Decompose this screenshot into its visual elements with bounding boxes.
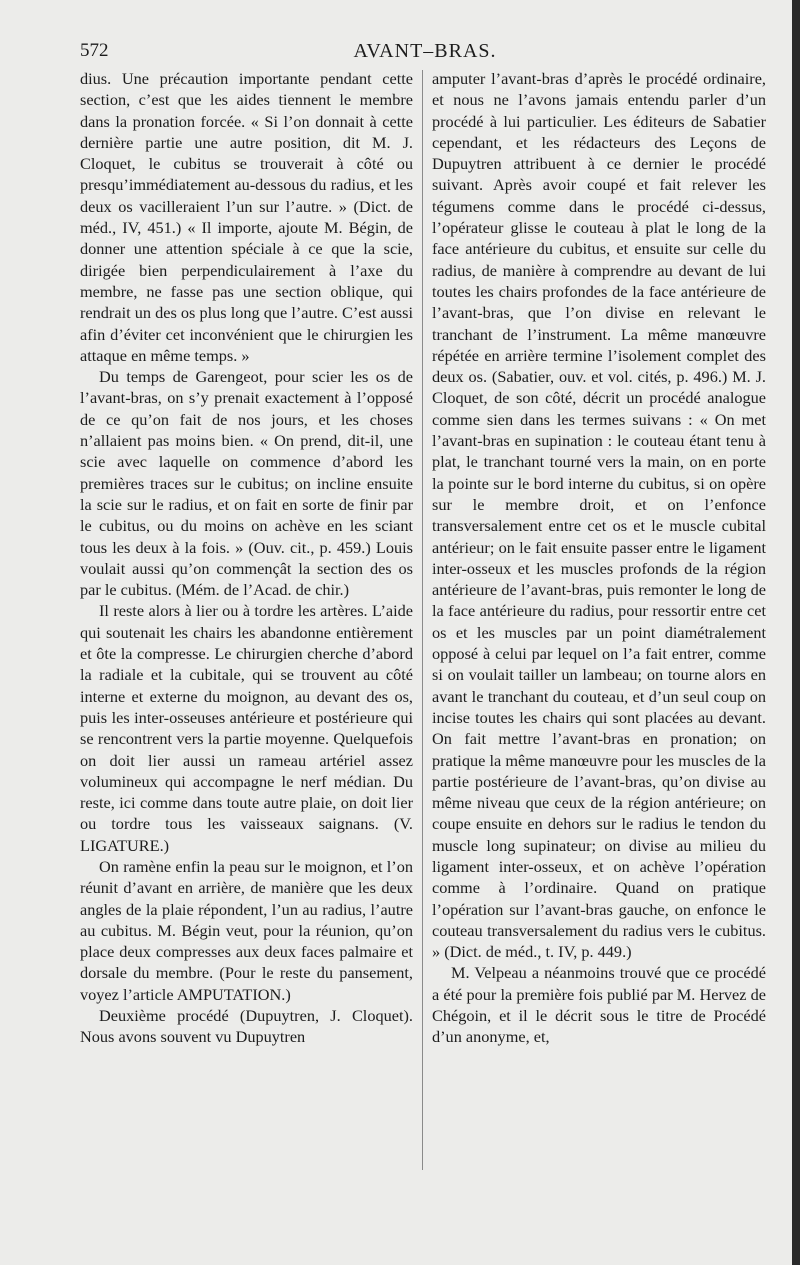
paragraph: Il reste alors à lier ou à tordre les artères. L’aide qui soutenait les chairs les abandonne entièrement et ôte la compresse. Le chirurgien cherche d’abord la radiale et la cubitale, qui se trouvent au côté interne et externe du moignon, au devant des os, puis les inter-osseuses antérieure et postérieure qui se rencontrent vers la partie moyenne. Quelquefois on doit lier aussi un rameau artériel assez volumineux qui accompagne le nerf médian. Du reste, ici comme dans toute autre plaie, on doit lier ou tordre tous les vaisseaux saignans. (V. LIGATURE.) xyxy=(80,601,413,855)
paragraph: Deuxième procédé (Dupuytren, J. Cloquet). Nous avons souvent vu Dupuytren xyxy=(80,1006,413,1047)
running-head: AVANT–BRAS. xyxy=(353,40,497,62)
page-edge xyxy=(792,0,800,1265)
page-header xyxy=(80,40,770,70)
column-divider xyxy=(422,70,423,1170)
paragraph: On ramène enfin la peau sur le moignon, et l’on réunit d’avant en arrière, de manière que les deux angles de la plaie répondent, l’un au radius, l’autre au cubitus. M. Bégin veut, pour la réunion, qu’on place deux compresses aux deux faces palmaire et dorsale du membre. (Pour le reste du pansement, voyez l’article AMPUTATION.) xyxy=(80,856,413,1004)
paragraph: dius. Une précaution importante pendant cette section, c’est que les aides tiennent le membre dans la pronation forcée. « Si l’on donnait à cette dernière partie une autre position, dit M. J. Cloquet, le cubitus se trouverait à côté ou presqu’immédiatement au-dessous du radius, et les deux os vacilleraient l’un sur l’autre. » (Dict. de méd., IV, 451.) « Il importe, ajoute M. Bégin, de donner une attention spéciale à ce que la scie, dirigée bien perpendiculairement à l’axe du membre, ne fasse pas une section oblique, qui rendrait un des os plus long que l’autre. C’est aussi afin d’éviter cet inconvénient que le chirurgien les attaque en même temps. » xyxy=(80,69,413,365)
right-column xyxy=(432,68,766,1048)
page-number: 572 xyxy=(80,40,109,61)
paragraph: amputer l’avant-bras d’après le procédé ordinaire, et nous ne l’avons jamais entendu parler d’un procédé à lui particulier. Les éditeurs de Sabatier cependant, et les rédacteurs des Leçons de Dupuytren attribuent à ce dernier le procédé suivant. Après avoir coupé et fait relever les tégumens comme dans le procédé ci-dessus, l’opérateur glisse le couteau à plat le long de la face antérieure du cubitus, et ensuite sur celle du radius, de manière à comprendre au devant de lui toutes les chairs profondes de la face antérieure de l’avant-bras, que l’on divise en relevant le tranchant de l’instrument. La même manœuvre répétée en arrière termine l’isolement complet des deux os. (Sabatier, ouv. et vol. cités, p. 496.) M. J. Cloquet, de son côté, décrit un procédé analogue comme sien dans les termes suivans : « On met l’avant-bras en supination : le couteau étant tenu à plat, le tranchant tourné vers la main, on en porte la pointe sur le bord interne du cubitus, si on opère sur le membre droit, et on l’enfonce transversalement entre cet os et le muscle cubital antérieur; on le fait ensuite passer entre le ligament inter-osseux et les muscles profonds de la région antérieure de l’avant-bras, puis remonter le long de la face antérieure du radius, pour ressortir entre cet os et les muscles par un point diamétralement opposé à celui par lequel on l’a fait entrer, comme si on voulait tailler un lambeau; on tourne alors en avant le tranchant du couteau, et d’un seul coup on incise toutes les chairs qui sont placées au devant. On fait mettre l’avant-bras en pronation; on pratique la même manœuvre pour les muscles de la partie postérieure de l’avant-bras, qu’on divise au même niveau que ceux de la région antérieure; on coupe ensuite en dehors sur le radius le tendon du muscle long supinateur; on divise au milieu du ligament inter-osseux, et on achève l’opération comme à l’ordinaire. Quand on pratique l’opération sur l’avant-bras gauche, on enfonce le couteau transversalement du radius vers le cubitus. » (Dict. de méd., t. IV, p. 449.) xyxy=(432,69,766,962)
paragraph: M. Velpeau a néanmoins trouvé que ce procédé a été pour la première fois publié par M. Hervez de Chégoin, et il le décrit sous le titre de Procédé d’un anonyme, et, xyxy=(432,963,766,1047)
paragraph: Du temps de Garengeot, pour scier les os de l’avant-bras, on s’y prenait exactement à l’opposé de ce qu’on fait de nos jours, et les choses n’allaient pas moins bien. « On prend, dit-il, une scie avec laquelle on commence d’abord les premières traces sur le cubitus; on incline ensuite la scie sur le radius, et on fait en sorte de finir par le cubitus, ou du moins on achève en les sciant tous les deux à la fois. » (Ouv. cit., p. 459.) Louis voulait aussi qu’on commençât la section des os par le cubitus. (Mém. de l’Acad. de chir.) xyxy=(80,367,413,600)
left-column xyxy=(80,68,413,1048)
